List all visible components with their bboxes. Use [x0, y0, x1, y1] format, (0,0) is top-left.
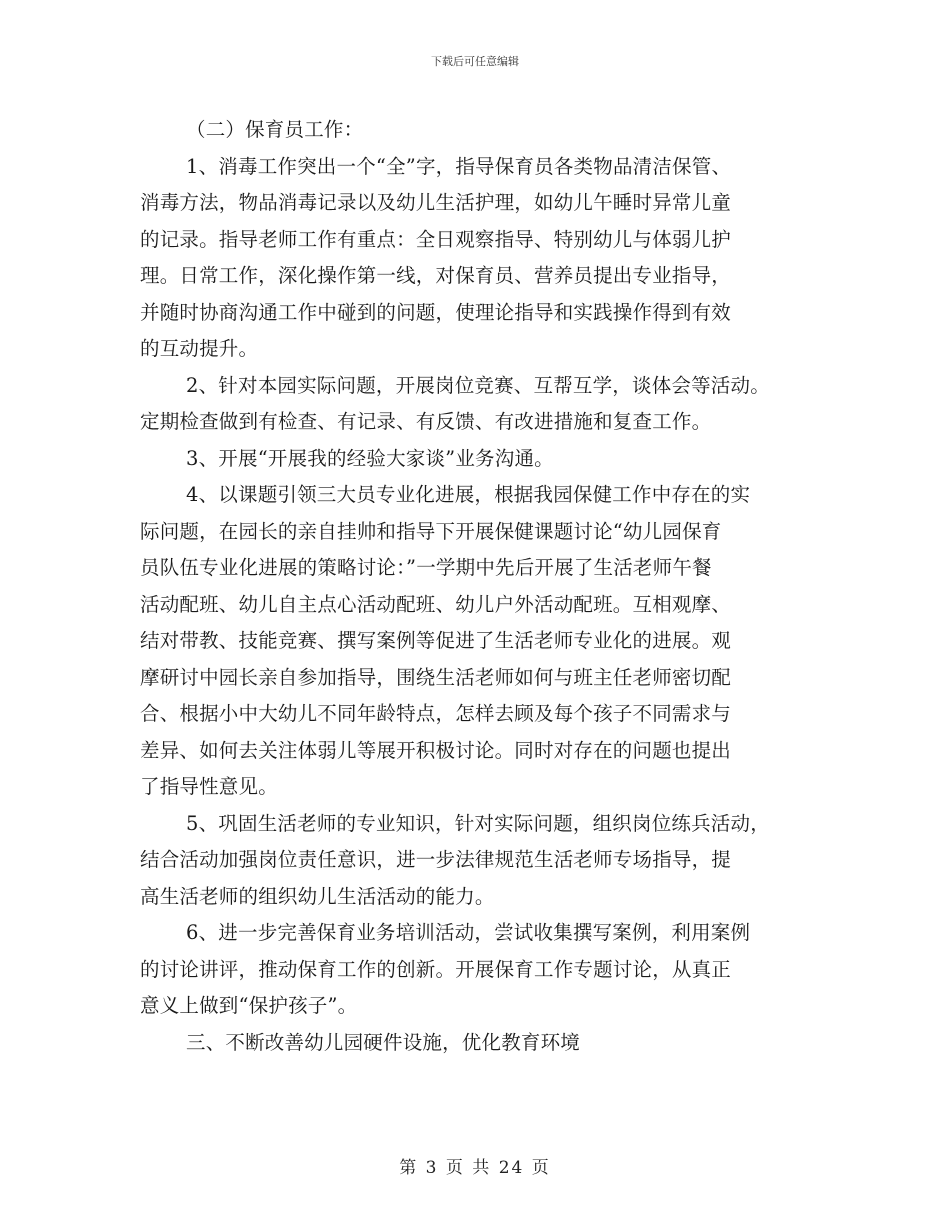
text-line: 的讨论讲评，推动保育工作的创新。开展保育工作专题讨论，从真正 [140, 957, 732, 981]
text-line: 2、针对本园实际问题，开展岗位竞赛、互帮互学，谈体会等活动。 [186, 373, 770, 397]
text-line: 结合活动加强岗位责任意识，进一步法律规范生活老师专场指导，提 [140, 848, 732, 871]
text-line: 活动配班、幼儿自主点心活动配班、幼儿户外活动配班。互相观摩、 [140, 592, 732, 616]
text-line: 高生活老师的组织幼儿生活活动的能力。 [140, 884, 495, 908]
text-line: 4、以课题引领三大员专业化进展，根据我园保健工作中存在的实 [186, 483, 751, 506]
text-line: 结对带教、技能竞赛、撰写案例等促进了生活老师专业化的进展。观 [140, 629, 732, 652]
text-line: 理。日常工作，深化操作第一线，对保育员、营养员提出专业指导， [140, 264, 732, 287]
text-line: 定期检查做到有检查、有记录、有反馈、有改进措施和复查工作。 [140, 410, 712, 433]
text-line: 际问题，在园长的亲自挂帅和指导下开展保健课题讨论“幼儿园保育 [140, 519, 722, 543]
text-line: 5、巩固生活老师的专业知识，针对实际问题，组织岗位练兵活动， [186, 811, 770, 835]
text-line: 3、开展“开展我的经验大家谈”业务沟通。 [186, 446, 554, 470]
text-line: （二）保育员工作： [186, 118, 364, 141]
page-header: 下载后可任意编辑 [431, 55, 519, 68]
text-line: 员队伍专业化进展的策略讨论：”一学期中先后开展了生活老师午餐 [140, 556, 712, 579]
text-line: 摩研讨中园长亲自参加指导，围绕生活老师如何与班主任老师密切配 [140, 665, 732, 689]
text-line: 的互动提升。 [140, 337, 259, 360]
text-line: 消毒方法，物品消毒记录以及幼儿生活护理，如幼儿午睡时异常儿童 [140, 191, 732, 214]
text-line: 差异、如何去关注体弱儿等展开积极讨论。同时对存在的问题也提出 [140, 738, 732, 762]
document-body [140, 112, 820, 1061]
text-line: 了指导性意见。 [140, 775, 278, 798]
text-line: 6、进一步完善保育业务培训活动，尝试收集撰写案例，利用案例 [186, 921, 751, 944]
text-line: 意义上做到“保护孩子”。 [140, 994, 358, 1017]
page-footer: 第 3 页 共 24 页 [399, 1158, 551, 1178]
text-line: 并随时协商沟通工作中碰到的问题，使理论指导和实践操作得到有效 [140, 300, 732, 324]
text-line: 1、消毒工作突出一个“全”字，指导保育员各类物品清洁保管、 [186, 154, 732, 178]
text-line: 的记录。指导老师工作有重点：全日观察指导、特别幼儿与体弱儿护 [140, 227, 732, 251]
text-line: 三、不断改善幼儿园硬件设施，优化教育环境 [186, 1030, 581, 1054]
text-line: 合、根据小中大幼儿不同年龄特点，怎样去顾及每个孩子不同需求与 [140, 702, 732, 725]
